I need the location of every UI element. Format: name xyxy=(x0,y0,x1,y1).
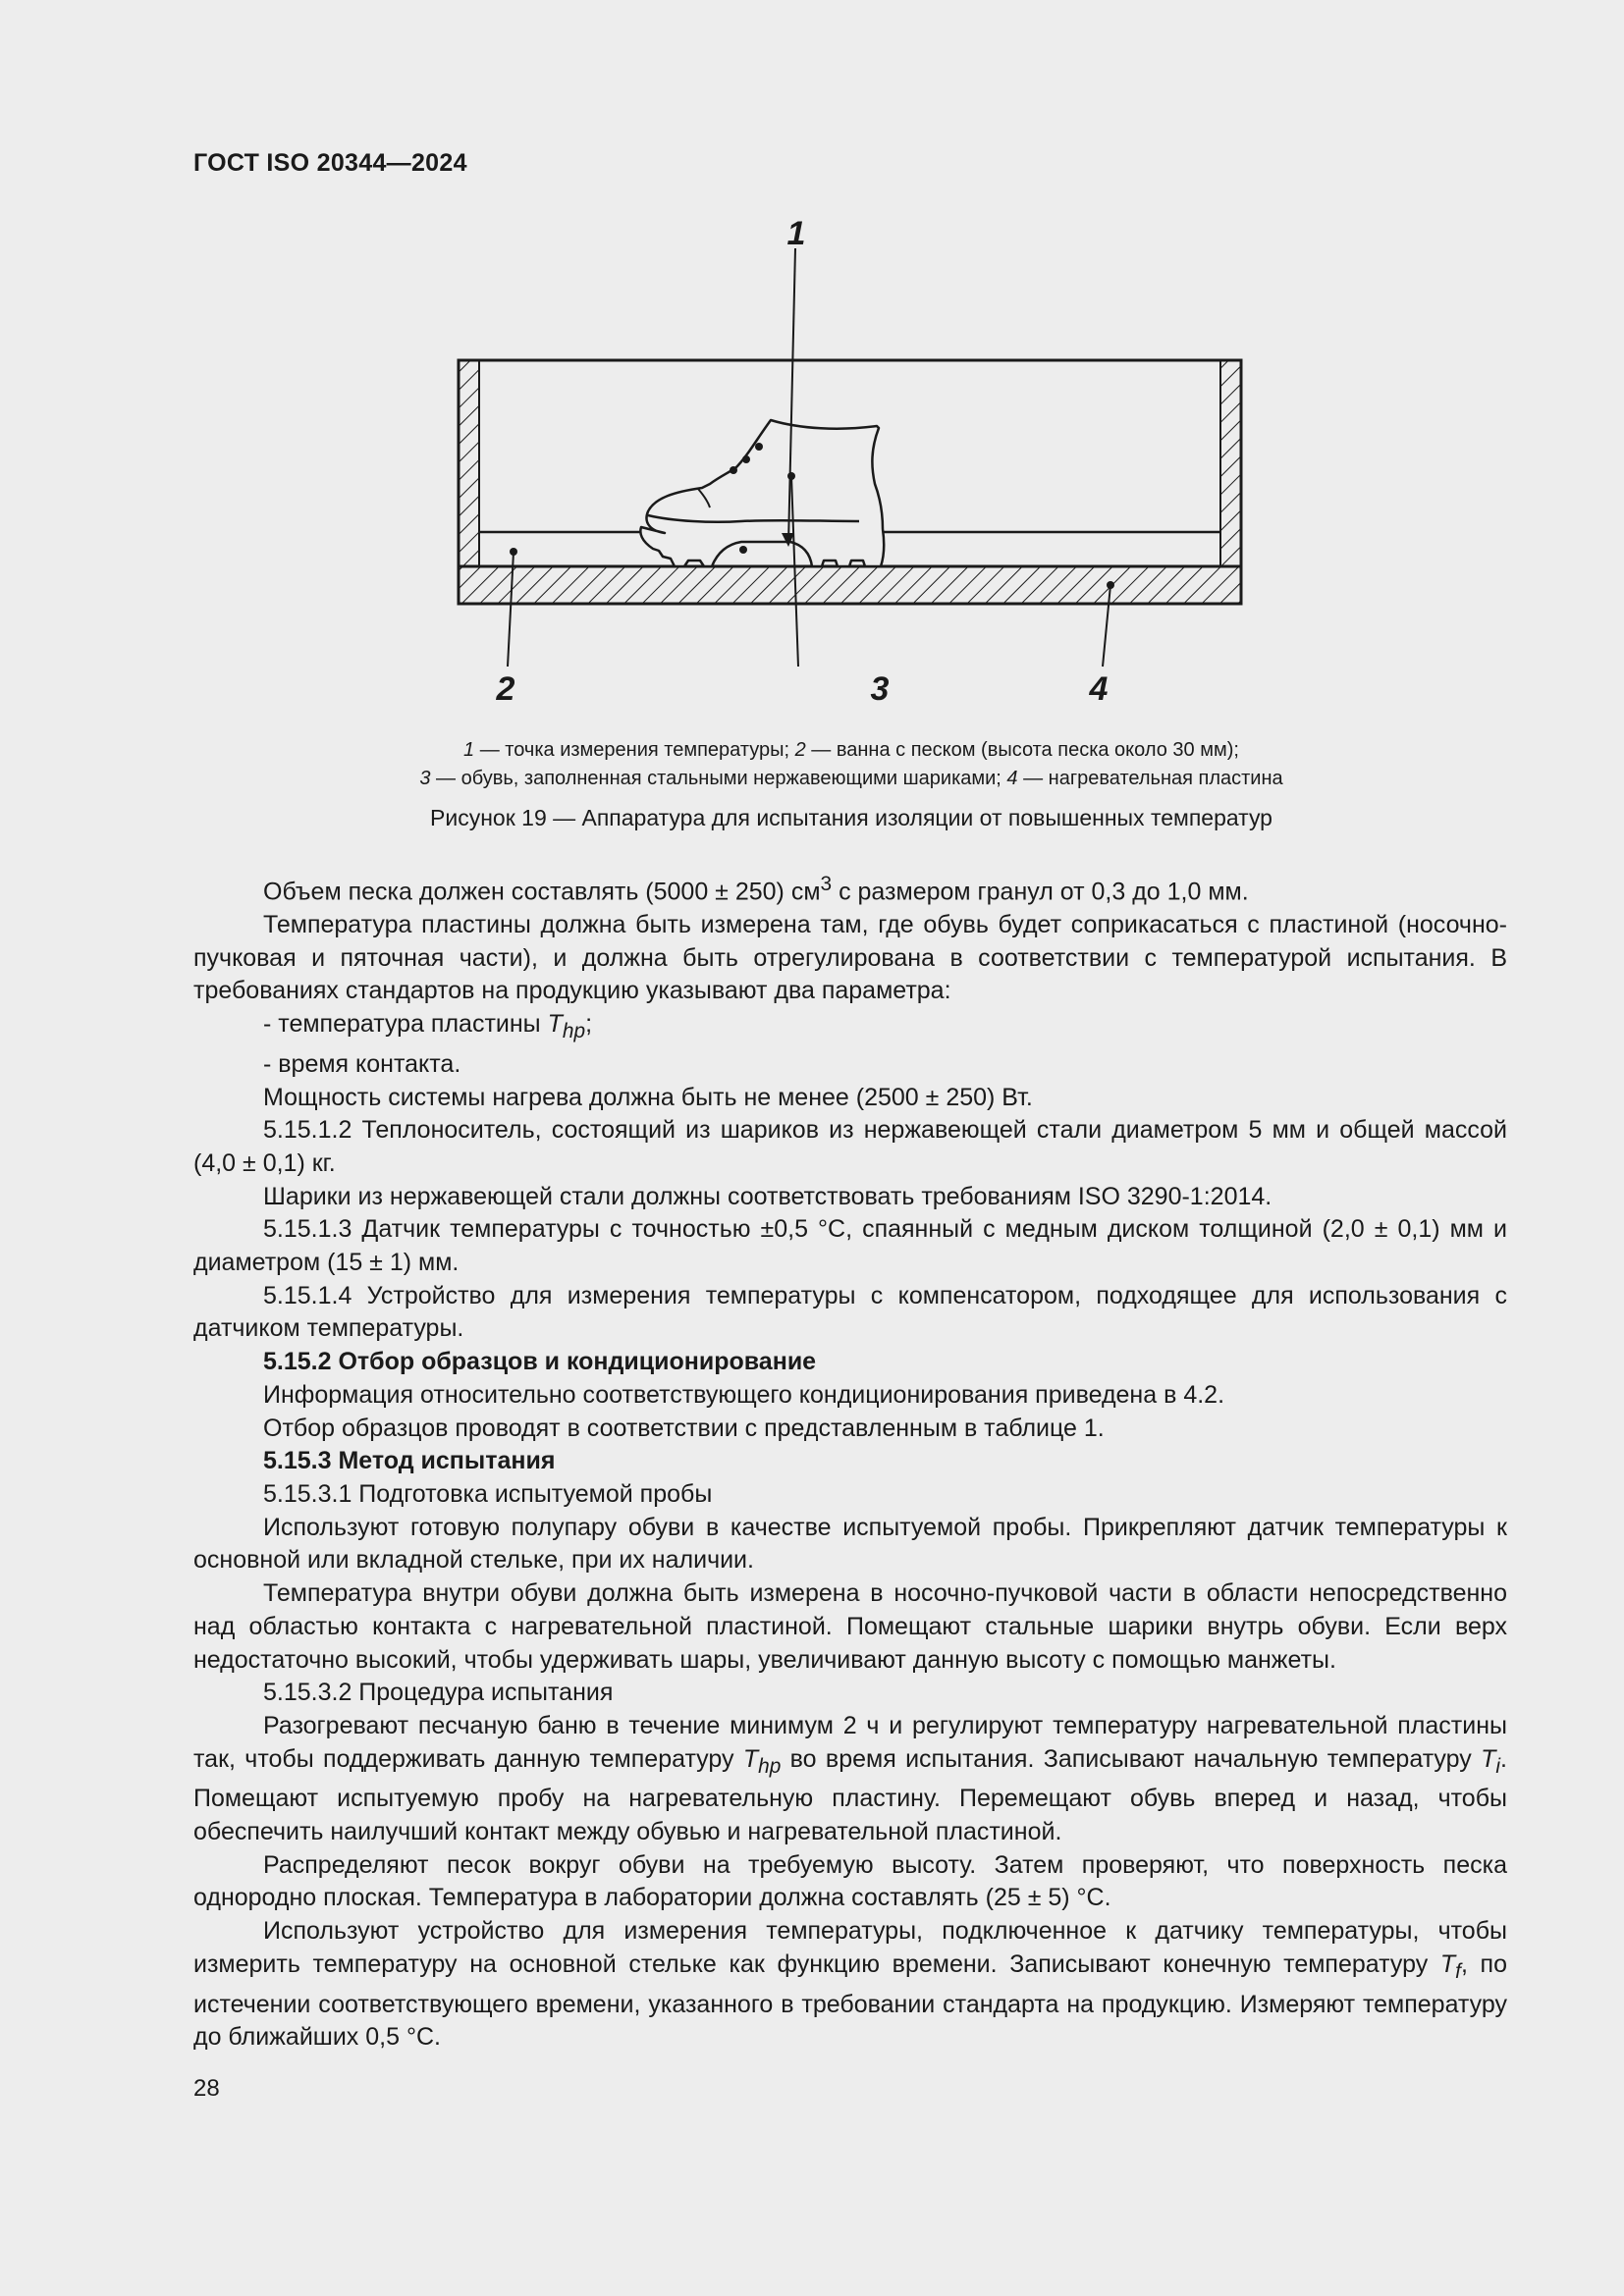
paragraph: Разогревают песчаную баню в течение минимум 2 ч и регулируют температуру нагревательной пластины так, чтобы поддерживать данную температуру $T_{hp}$ во время испытания. Записывают начальную температуру $T_i$. Помещают испытуемую пробу на нагревательную пластину. Перемещают обувь вперед и назад, чтобы обеспечить наилучший контакт между обувью и нагревательной пластиной. xyxy=(193,1711,1507,1846)
subsection-heading: 5.15.3.1 Подготовка испытуемой пробы xyxy=(263,1479,713,1508)
paragraph: Отбор образцов проводят в соответствии с представленным в таблице 1. xyxy=(263,1414,1105,1442)
paragraph: Мощность системы нагрева должна быть не менее (2500 ± 250) Вт. xyxy=(263,1083,1033,1111)
boot-drawing xyxy=(640,420,884,566)
body-text xyxy=(193,868,1507,2055)
bath-left-wall xyxy=(459,360,479,566)
figure-legend-line-2: 3 — обувь, заполненная стальными нержавеющими шариками; 4 — нагревательная пластина xyxy=(419,768,1283,789)
paragraph: Температура пластины должна быть измерена там, где обувь будет соприкасаться с пластиной (носочно-пучковая и пяточная части), и должна быть отрегулирована в соответствии с температурой испытания. В требованиях стандартов на продукцию указывают два параметра: xyxy=(193,911,1507,1005)
list-item: - температура пластины $T_{hp}$; xyxy=(263,1010,593,1043)
paragraph: 5.15.1.4 Устройство для измерения температуры с компенсатором, подходящее для использования с датчиком температуры. xyxy=(193,1281,1507,1343)
callout-4: 4 xyxy=(1089,670,1109,708)
paragraph: Используют устройство для измерения температуры, подключенное к датчику температуры, чтобы измерить температуру на основной стельке как функцию времени. Записывают конечную температуру $T_f$, по истечении соответствующего времени, указанного в требовании стандарта на продукцию. Измеряют температуру до ближайших 0,5 °С. xyxy=(193,1917,1507,2052)
document-header: ГОСТ ISO 20344—2024 xyxy=(193,149,467,177)
paragraph: Объем песка должен составлять (5000 ± 250) $см^3$ с размером гранул от 0,3 до 1,0 мм. xyxy=(263,873,1249,906)
page-number: 28 xyxy=(193,2075,220,2102)
callout-1: 1 xyxy=(786,221,806,252)
subsection-heading: 5.15.3.2 Процедура испытания xyxy=(263,1679,614,1707)
apparatus-diagram xyxy=(447,221,1252,712)
paragraph: Используют готовую полупару обуви в качестве испытуемой пробы. Прикрепляют датчик температуры к основной или вкладной стельке, при их наличии. xyxy=(193,1513,1507,1575)
callout-2: 2 xyxy=(496,670,515,708)
paragraph: Шарики из нержавеющей стали должны соответствовать требованиям ISO 3290-1:2014. xyxy=(263,1182,1272,1210)
paragraph: Информация относительно соответствующего кондиционирования приведена в 4.2. xyxy=(263,1380,1225,1409)
apparatus-figure xyxy=(447,221,1252,712)
callout-3: 3 xyxy=(870,670,890,708)
heating-plate xyxy=(459,566,1241,604)
paragraph: 5.15.1.3 Датчик температуры с точностью ±0,5 °С, спаянный с медным диском толщиной (2,0 ± 0,1) мм и диаметром (15 ± 1) мм. xyxy=(193,1215,1507,1277)
section-heading: 5.15.3 Метод испытания xyxy=(263,1447,556,1475)
paragraph: Температура внутри обуви должна быть измерена в носочно-пучковой части в области непосредственно над областью контакта с нагревательной пластиной. Помещают стальные шарики внутрь обуви. Если верх недостаточно высокий, чтобы удерживать шары, увеличивают данную высоту с помощью манжеты. xyxy=(193,1579,1507,1674)
section-heading: 5.15.2 Отбор образцов и кондиционирование xyxy=(263,1348,817,1376)
figure-caption: Рисунок 19 — Аппаратура для испытания изоляции от повышенных температур xyxy=(430,805,1272,830)
list-item: - время контакта. xyxy=(263,1049,461,1078)
bath-right-wall xyxy=(1220,360,1241,566)
figure-legend-line-1: 1 — точка измерения температуры; 2 — ванна с песком (высота песка около 30 мм); xyxy=(463,739,1239,761)
paragraph: 5.15.1.2 Теплоноситель, состоящий из шариков из нержавеющей стали диаметром 5 мм и общей массой (4,0 ± 0,1) кг. xyxy=(193,1116,1507,1177)
paragraph: Распределяют песок вокруг обуви на требуемую высоту. Затем проверяют, что поверхность песка однородно плоская. Температура в лаборатории должна составлять (25 ± 5) °С. xyxy=(193,1850,1507,1912)
